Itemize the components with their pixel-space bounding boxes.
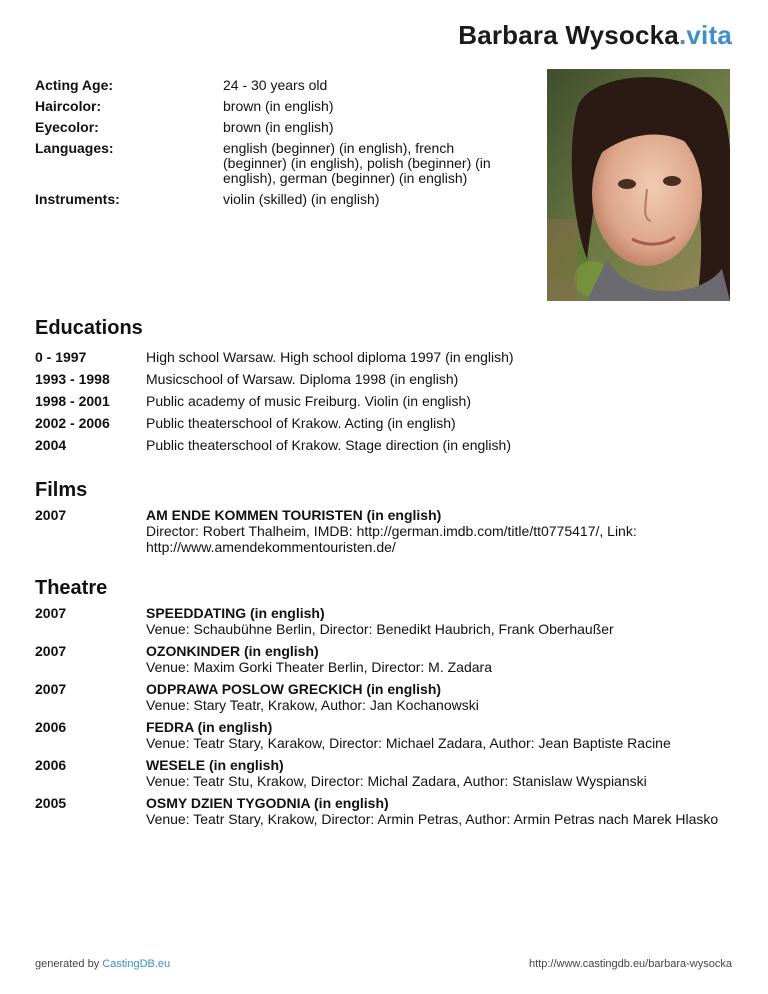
film-title: AM ENDE KOMMEN TOURISTEN (in english) xyxy=(146,507,442,523)
profile-row xyxy=(35,99,515,114)
profile-url-link[interactable]: http://www.castingdb.eu/barbara-wysocka xyxy=(529,958,732,970)
education-item xyxy=(35,349,735,365)
theatre-item xyxy=(35,795,735,827)
theatre-date: 2005 xyxy=(35,795,67,811)
profile-label: Acting Age: xyxy=(35,77,114,93)
film-date: 2007 xyxy=(35,507,67,523)
theatre-date: 2007 xyxy=(35,643,67,659)
actor-name: Barbara Wysocka xyxy=(458,20,679,50)
education-text: Public theaterschool of Krakow. Acting (in english) xyxy=(146,415,456,431)
profile-label: Instruments: xyxy=(35,191,120,207)
theatre-item xyxy=(35,719,735,751)
theatre-title: WESELE (in english) xyxy=(146,757,284,773)
theatre-item xyxy=(35,757,735,789)
theatre-title: ODPRAWA POSLOW GRECKICH (in english) xyxy=(146,681,442,697)
education-item xyxy=(35,415,735,431)
portrait-image xyxy=(547,69,730,301)
profile-value: violin (skilled) (in english) xyxy=(223,191,380,207)
educations-list xyxy=(35,349,735,453)
theatre-date: 2007 xyxy=(35,681,67,697)
theatre-details: Venue: Teatr Stary, Krakow, Director: Armin Petras, Author: Armin Petras nach Marek Hlasko xyxy=(146,811,719,827)
film-item xyxy=(35,507,735,555)
education-text: Musicschool of Warsaw. Diploma 1998 (in english) xyxy=(146,371,459,387)
profile-row xyxy=(35,78,515,93)
theatre-title: OSMY DZIEN TYGODNIA (in english) xyxy=(146,795,389,811)
education-date: 0 - 1997 xyxy=(35,349,87,365)
profile-value: english (beginner) (in english), french (beginner) (in english), polish (beginner) (in english), german (beginner) (in english) xyxy=(223,140,491,186)
theatre-item xyxy=(35,605,735,637)
castingdb-link[interactable]: CastingDB.eu xyxy=(102,958,171,970)
page-title xyxy=(458,20,732,51)
profile-row xyxy=(35,120,515,135)
education-item xyxy=(35,437,735,453)
educations-heading: Educations xyxy=(35,317,143,339)
theatre-text xyxy=(146,757,735,789)
footer-generated xyxy=(35,958,170,970)
theatre-details: Venue: Schaubühne Berlin, Director: Benedikt Haubrich, Frank Oberhaußer xyxy=(146,621,614,637)
profile-label: Eyecolor: xyxy=(35,119,99,135)
theatre-item xyxy=(35,643,735,675)
profile-row xyxy=(35,192,515,207)
profile-value: brown (in english) xyxy=(223,98,334,114)
theatre-details: Venue: Stary Teatr, Krakow, Author: Jan Kochanowski xyxy=(146,697,479,713)
theatre-item xyxy=(35,681,735,713)
theatre-title: SPEEDDATING (in english) xyxy=(146,605,325,621)
profile-row xyxy=(35,141,515,186)
theatre-title: FEDRA (in english) xyxy=(146,719,273,735)
films-list xyxy=(35,507,735,555)
film-text xyxy=(146,507,735,555)
education-date: 1998 - 2001 xyxy=(35,393,110,409)
profile-value: brown (in english) xyxy=(223,119,334,135)
education-text: High school Warsaw. High school diploma 1997 (in english) xyxy=(146,349,514,365)
profile-value: 24 - 30 years old xyxy=(223,77,328,93)
education-date: 2004 xyxy=(35,437,67,453)
theatre-date: 2006 xyxy=(35,719,67,735)
profile-label: Languages: xyxy=(35,140,114,156)
education-text: Public academy of music Freiburg. Violin (in english) xyxy=(146,393,471,409)
education-date: 2002 - 2006 xyxy=(35,415,110,431)
theatre-text xyxy=(146,719,735,751)
education-item xyxy=(35,393,735,409)
vita-suffix: .vita xyxy=(678,20,732,50)
profile-details xyxy=(35,78,515,213)
profile-label: Haircolor: xyxy=(35,98,102,114)
films-heading: Films xyxy=(35,479,88,501)
education-date: 1993 - 1998 xyxy=(35,371,110,387)
theatre-details: Venue: Teatr Stary, Karakow, Director: Michael Zadara, Author: Jean Baptiste Racine xyxy=(146,735,671,751)
theatre-list xyxy=(35,605,735,827)
education-item xyxy=(35,371,735,387)
theatre-details: Venue: Maxim Gorki Theater Berlin, Director: M. Zadara xyxy=(146,659,492,675)
theatre-text xyxy=(146,795,735,827)
profile-photo xyxy=(547,69,730,301)
film-details: Director: Robert Thalheim, IMDB: http://german.imdb.com/title/tt0775417/, Link: http://www.amendekommentouristen.de/ xyxy=(146,523,637,555)
theatre-text xyxy=(146,643,735,675)
theatre-title: OZONKINDER (in english) xyxy=(146,643,319,659)
theatre-text xyxy=(146,605,735,637)
generated-label: generated by xyxy=(35,958,103,970)
education-text: Public theaterschool of Krakow. Stage direction (in english) xyxy=(146,437,511,453)
theatre-date: 2007 xyxy=(35,605,67,621)
theatre-date: 2006 xyxy=(35,757,67,773)
theatre-details: Venue: Teatr Stu, Krakow, Director: Michal Zadara, Author: Stanislaw Wyspianski xyxy=(146,773,647,789)
theatre-text xyxy=(146,681,735,713)
theatre-heading: Theatre xyxy=(35,577,108,599)
